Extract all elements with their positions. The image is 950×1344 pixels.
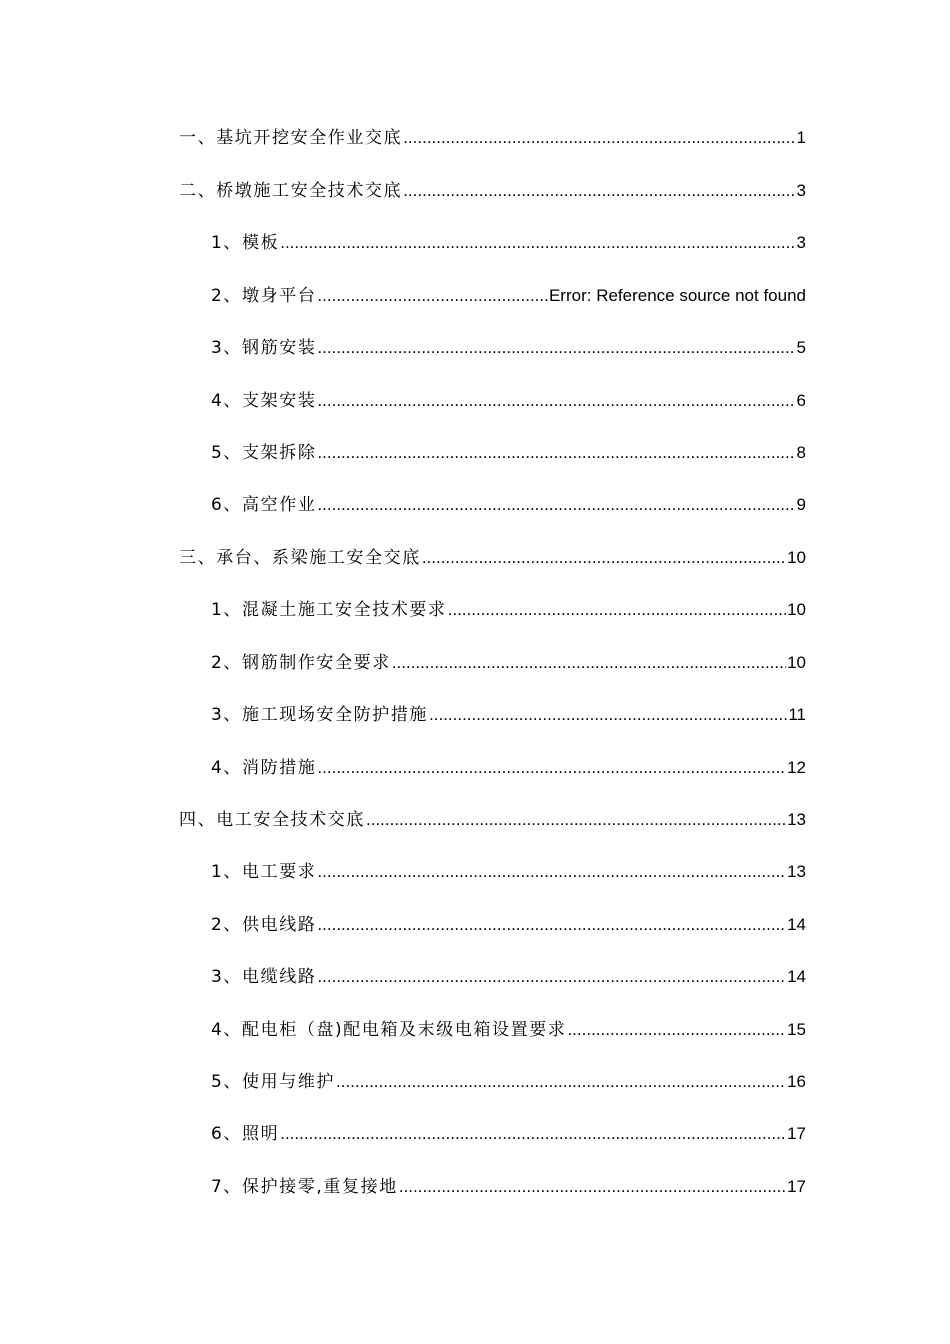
toc-entry-page: 10 [787,600,806,619]
toc-entry[interactable] [211,964,806,988]
toc-entry[interactable] [211,335,806,359]
toc-dot-leader [366,809,786,831]
toc-entry-page: 6 [796,391,806,410]
toc-entry[interactable] [211,283,806,307]
toc-entry-page: 13 [787,810,806,829]
toc-entry-title: 二、桥墩施工安全技术交底 [179,181,403,201]
toc-dot-leader [422,547,786,569]
toc-dot-leader [392,652,786,674]
toc-entry-title: 6、高空作业 [211,495,317,515]
toc-entry-page: 17 [787,1124,806,1143]
toc-entry[interactable] [179,545,806,569]
toc-dot-leader [336,1071,786,1093]
toc-entry[interactable] [211,440,806,464]
toc-entry-title: 4、消防措施 [211,758,317,778]
toc-dot-leader [317,966,786,988]
toc-dot-leader [280,1123,786,1145]
toc-entry-page: 11 [788,705,806,724]
toc-entry-title: 3、钢筋安装 [211,338,317,358]
toc-entry-title: 三、承台、系梁施工安全交底 [179,548,421,568]
toc-entry-title: 1、混凝土施工安全技术要求 [211,600,447,620]
toc-entry[interactable] [179,178,806,202]
toc-entry[interactable] [211,1069,806,1093]
toc-entry-title: 5、支架拆除 [211,443,317,463]
toc-entry-title: 1、电工要求 [211,862,317,882]
toc-entry-title: 1、模板 [211,233,280,253]
toc-entry-page: 16 [787,1072,806,1091]
toc-entry-page: 15 [787,1020,806,1039]
toc-entry-page: 12 [787,758,806,777]
toc-entry[interactable] [211,230,806,254]
toc-dot-leader [429,704,787,726]
toc-dot-leader [317,914,786,936]
toc-entry-title: 一、基坑开挖安全作业交底 [179,128,403,148]
toc-entry[interactable] [211,492,806,516]
toc-dot-leader [317,757,786,779]
toc-dot-leader [317,494,795,516]
toc-entry-page: 10 [787,653,806,672]
toc-entry-title: 4、支架安装 [211,391,317,411]
toc-dot-leader [317,442,795,464]
toc-entry[interactable] [211,650,806,674]
toc-dot-leader [399,1176,786,1198]
toc-entry-page: 10 [787,548,806,567]
toc-entry[interactable] [211,859,806,883]
toc-entry[interactable] [211,1017,806,1041]
toc-dot-leader [317,285,548,307]
toc-entry-title: 4、配电柜（盘)配电箱及末级电箱设置要求 [211,1020,567,1040]
toc-entry-title: 2、钢筋制作安全要求 [211,653,391,673]
toc-entry-title: 2、墩身平台 [211,286,317,306]
toc-entry[interactable] [211,1121,806,1145]
toc-entry[interactable] [211,388,806,412]
toc-entry[interactable] [179,125,806,149]
toc-entry-page: 17 [787,1177,806,1196]
toc-dot-leader [567,1019,786,1041]
toc-entry[interactable] [211,597,806,621]
toc-entry-page: 3 [796,181,806,200]
toc-dot-leader [403,180,795,202]
toc-entry-page: 14 [787,967,806,986]
toc-entry-page: 13 [787,862,806,881]
toc-entry-title: 3、电缆线路 [211,967,317,987]
toc-entry-title: 四、电工安全技术交底 [179,810,365,830]
toc-dot-leader [317,861,786,883]
toc-entry[interactable] [211,912,806,936]
toc-dot-leader [317,337,795,359]
toc-entry-page: 9 [796,495,806,514]
toc-entry[interactable] [211,1174,806,1198]
toc-entry-title: 5、使用与维护 [211,1072,336,1092]
toc-entry-title: 6、照明 [211,1124,280,1144]
toc-dot-leader [317,390,795,412]
toc-entry-title: 7、保护接零,重复接地 [211,1177,398,1197]
toc-entry[interactable] [179,807,806,831]
toc-dot-leader [403,127,795,149]
toc-entry[interactable] [211,702,806,726]
toc-entry-page-error: Error: Reference source not found [548,286,806,305]
toc-entry[interactable] [211,755,806,779]
toc-entry-page: 5 [796,338,806,357]
toc-entry-page: 8 [796,443,806,462]
toc-dot-leader [448,599,786,621]
toc-entry-page: 1 [796,128,806,147]
toc-entry-page: 3 [796,233,806,252]
toc-entry-title: 3、施工现场安全防护措施 [211,705,429,725]
toc-dot-leader [280,232,795,254]
toc-entry-title: 2、供电线路 [211,915,317,935]
toc-entry-page: 14 [787,915,806,934]
